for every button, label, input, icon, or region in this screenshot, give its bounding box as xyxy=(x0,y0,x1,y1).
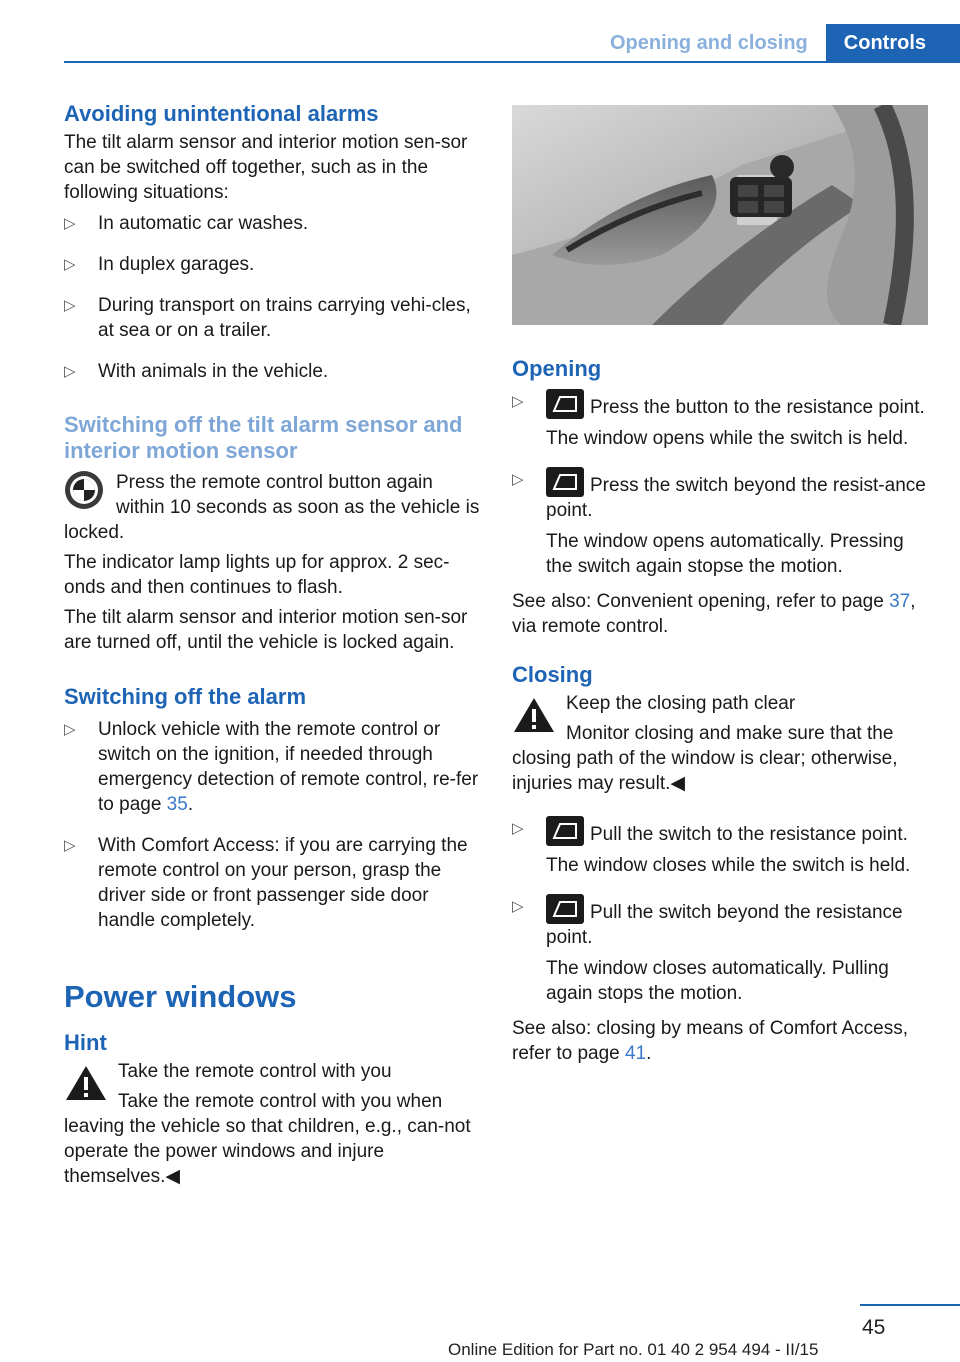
remote-instruction xyxy=(64,470,480,545)
closing-warning xyxy=(512,691,932,796)
page-link-35[interactable]: 35 xyxy=(166,794,188,815)
heading-switch-off-sensor: Switching off the tilt alarm sensor and interior motion sensor xyxy=(64,412,463,463)
triangle-bullet-icon: ▷ xyxy=(64,837,76,854)
list-item: ▷ With Comfort Access: if you are carrying the remote control on your person, grasp the driver side or front passenger side door handle completely. xyxy=(64,835,468,931)
list-item: ▷ Unlock vehicle with the remote control or switch on the ignition, if needed through emergency detection of remote control, re-fer to page 35. xyxy=(64,719,479,815)
triangle-bullet-icon: ▷ xyxy=(512,898,524,915)
triangle-bullet-icon: ▷ xyxy=(512,820,524,837)
triangle-bullet-icon: ▷ xyxy=(512,471,524,488)
remote-press-text: Press the remote control button again within 10 seconds as soon as the vehicle is locked. xyxy=(64,472,480,543)
heading-hint: Hint xyxy=(64,1030,107,1055)
page-link-37[interactable]: 37 xyxy=(889,591,911,612)
window-switch-icon xyxy=(546,467,584,497)
triangle-bullet-icon: ▷ xyxy=(64,256,76,273)
header-tabs xyxy=(592,24,960,62)
window-switch-icon xyxy=(546,816,584,846)
list-item: ▷ With animals in the vehicle. xyxy=(64,361,329,382)
hint-warning-title: Take the remote control with you xyxy=(118,1061,392,1082)
door-panel-photo xyxy=(512,105,928,325)
left-column xyxy=(64,100,480,1194)
heading-switch-off-alarm: Switching off the alarm xyxy=(64,684,307,709)
turned-off-text: The tilt alarm sensor and interior motion sen-sor are turned off, until the vehicle is locked again. xyxy=(64,607,468,653)
alarm-situations-list xyxy=(64,211,480,392)
section-tab[interactable]: Opening and closing xyxy=(592,24,826,62)
heading-power-windows: Power windows xyxy=(64,979,297,1014)
opening-list xyxy=(512,389,932,587)
remote-key-icon xyxy=(64,470,104,510)
triangle-bullet-icon: ▷ xyxy=(64,215,76,232)
alarm-off-list xyxy=(64,717,480,941)
list-item: ▷ Press the button to the resistance point. The window opens while the switch is held. xyxy=(512,389,932,459)
chapter-tab[interactable]: Controls xyxy=(826,24,960,62)
right-column xyxy=(512,100,932,1071)
list-item: ▷ Press the switch beyond the resist-ance point. The window opens automatically. Pressing the switch again stopse the motion. xyxy=(512,467,932,587)
list-item: ▷ Pull the switch to the resistance point. The window closes while the switch is held. xyxy=(512,816,932,886)
page-link-41[interactable]: 41 xyxy=(625,1043,647,1064)
list-item: ▷ During transport on trains carrying vehi-cles, at sea or on a trailer. xyxy=(64,295,471,341)
hint-warning-text: Take the remote control with you when leaving the vehicle so that children, e.g., can-not operate the power windows and injure themselves.◀ xyxy=(64,1091,471,1187)
triangle-bullet-icon: ▷ xyxy=(64,297,76,314)
footer-rule xyxy=(860,1304,960,1306)
see-also-closing: See also: closing by means of Comfort Access, refer to page 41. xyxy=(512,1018,909,1064)
warning-icon xyxy=(64,1063,108,1103)
triangle-bullet-icon: ▷ xyxy=(64,363,76,380)
triangle-bullet-icon: ▷ xyxy=(512,393,524,410)
closing-list xyxy=(512,816,932,1014)
heading-opening: Opening xyxy=(512,356,602,381)
list-item: ▷ Pull the switch beyond the resistance point. The window closes automatically. Pulling again stops the motion. xyxy=(512,894,932,1014)
see-also-opening: See also: Convenient opening, refer to page 37, via remote control. xyxy=(512,591,916,637)
heading-avoiding-alarms: Avoiding unintentional alarms xyxy=(64,101,379,126)
closing-warning-title: Keep the closing path clear xyxy=(566,693,796,714)
list-item: ▷ In duplex garages. xyxy=(64,254,255,275)
alarms-intro: The tilt alarm sensor and interior motion sen-sor can be switched off together, such as in the following situations: xyxy=(64,132,468,203)
header-rule xyxy=(64,61,960,63)
indicator-text: The indicator lamp lights up for approx. 2 sec-onds and then continues to flash. xyxy=(64,552,450,598)
page-number: 45 xyxy=(862,1316,886,1339)
window-switch-icon xyxy=(546,389,584,419)
window-switch-icon xyxy=(546,894,584,924)
triangle-bullet-icon: ▷ xyxy=(64,721,76,738)
closing-warning-text: Monitor closing and make sure that the closing path of the window is clear; otherwise, injuries may result.◀ xyxy=(512,723,898,794)
hint-warning xyxy=(64,1059,480,1189)
warning-icon xyxy=(512,695,556,735)
heading-closing: Closing xyxy=(512,662,593,687)
edition-footer: Online Edition for Part no. 01 40 2 954 494 - II/15 xyxy=(448,1340,819,1359)
list-item: ▷ In automatic car washes. xyxy=(64,213,309,234)
